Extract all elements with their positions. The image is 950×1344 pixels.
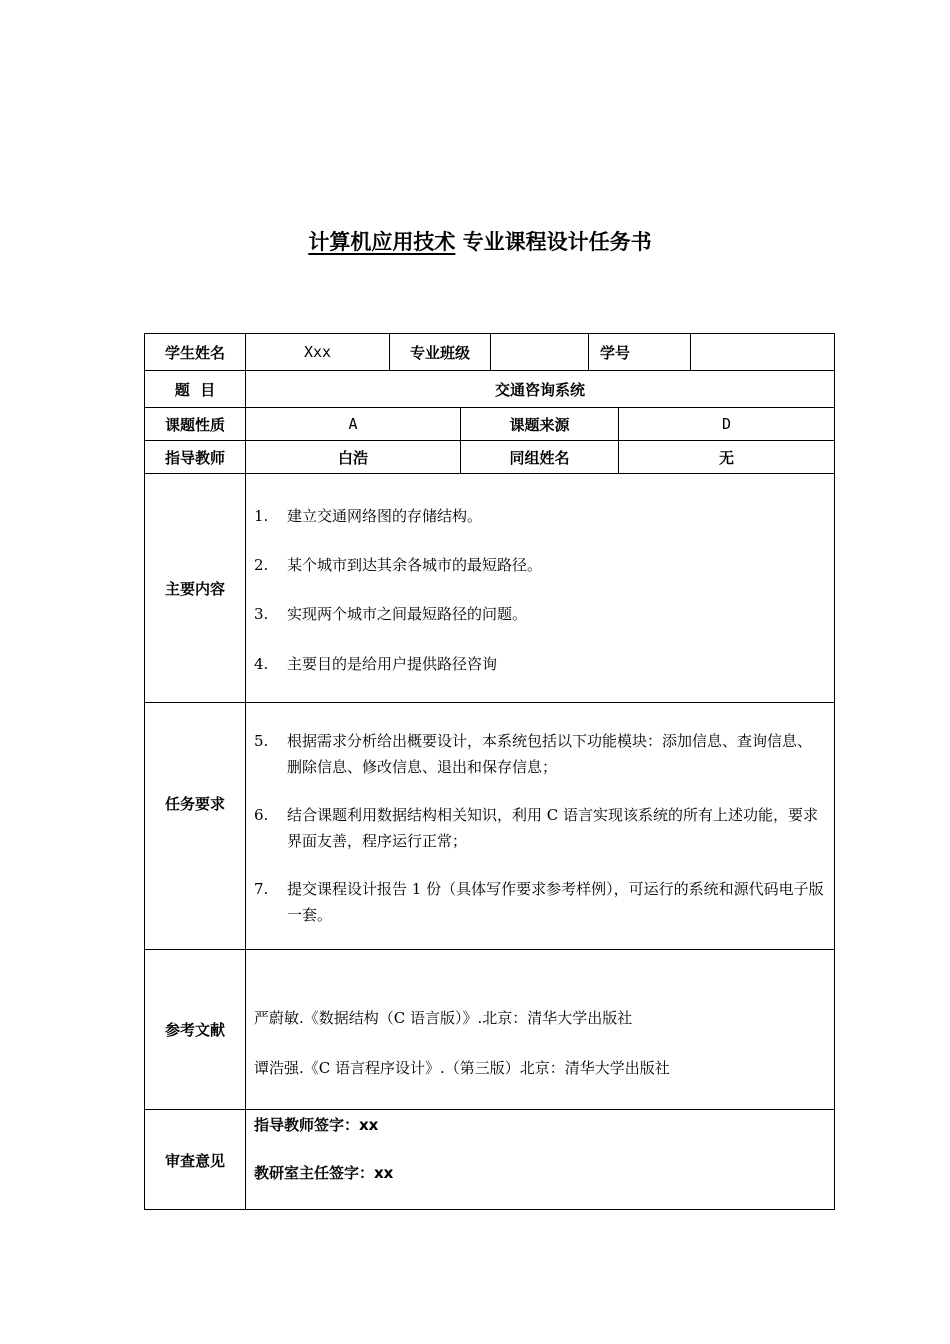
list-item-text: 结合课题利用数据结构相关知识，利用 C 语言实现该系统的所有上述功能，要求界面友善，程序运行正常； [287,806,819,850]
list-item [254,601,826,627]
main-content-label: 主要内容 [164,579,225,598]
advisor-label: 指导教师 [164,448,225,467]
group-members-value: 无 [718,448,734,467]
advisor-signature: 指导教师签字：xx [254,1116,379,1134]
list-item-text: 根据需求分析给出概要设计，本系统包括以下功能模块：添加信息、查询信息、删除信息、修改信息、退出和保存信息； [287,732,813,776]
list-item-number: 3. [254,605,269,623]
list-item [254,876,826,928]
table-rule [588,333,589,370]
class-label: 专业班级 [409,343,470,362]
list-item-text: 某个城市到达其余各城市的最短路径。 [287,556,543,574]
review-label: 审查意见 [164,1151,225,1170]
list-item [254,503,826,529]
requirements-label: 任务要求 [164,794,225,813]
table-rule [144,702,835,703]
class-value [491,334,588,370]
list-item [254,552,826,578]
list-item-number: 5. [254,732,269,750]
page-title [0,226,950,256]
list-item-text: 建立交通网络图的存储结构。 [287,507,483,525]
reference-entry: 谭浩强.《C 语言程序设计》.（第三版）北京：清华大学出版社 [254,1059,670,1077]
topic-label: 题 目 [174,380,216,399]
list-item [254,802,826,854]
list-item [254,651,826,677]
reference-entry: 严蔚敏.《数据结构（C 语言版）》.北京：清华大学出版社 [254,1009,633,1027]
student-id-label: 学号 [600,343,631,362]
references-label: 参考文献 [164,1021,225,1039]
student-name-value: Xxx [303,343,332,361]
list-item-text: 提交课程设计报告 1 份（具体写作要求参考样例），可运行的系统和源代码电子版一套。 [287,880,824,924]
advisor-value: 白浩 [337,448,368,467]
table-rule [144,949,835,950]
student-id-value [691,334,834,370]
topic-source-value: D [721,415,732,433]
topic-source-label: 课题来源 [509,415,570,434]
list-item-number: 7. [254,880,269,898]
table-rule [144,473,835,474]
list-item-number: 6. [254,806,269,824]
director-signature: 教研室主任签字：xx [254,1164,394,1182]
list-item-number: 1. [254,507,269,525]
list-item-text: 实现两个城市之间最短路径的问题。 [287,605,528,623]
table-rule [144,1109,835,1110]
list-item-number: 4. [254,655,269,673]
title-rest: 专业课程设计任务书 [462,230,652,254]
title-major: 计算机应用技术 [308,230,456,254]
topic-value: 交通咨询系统 [494,380,585,399]
list-item-number: 2. [254,556,269,574]
student-name-label: 学生姓名 [164,343,225,362]
group-members-label: 同组姓名 [509,448,570,467]
list-item-text: 主要目的是给用户提供路径咨询 [287,655,498,673]
list-item [254,728,826,780]
topic-nature-label: 课题性质 [164,415,225,434]
topic-nature-value: A [348,415,358,433]
